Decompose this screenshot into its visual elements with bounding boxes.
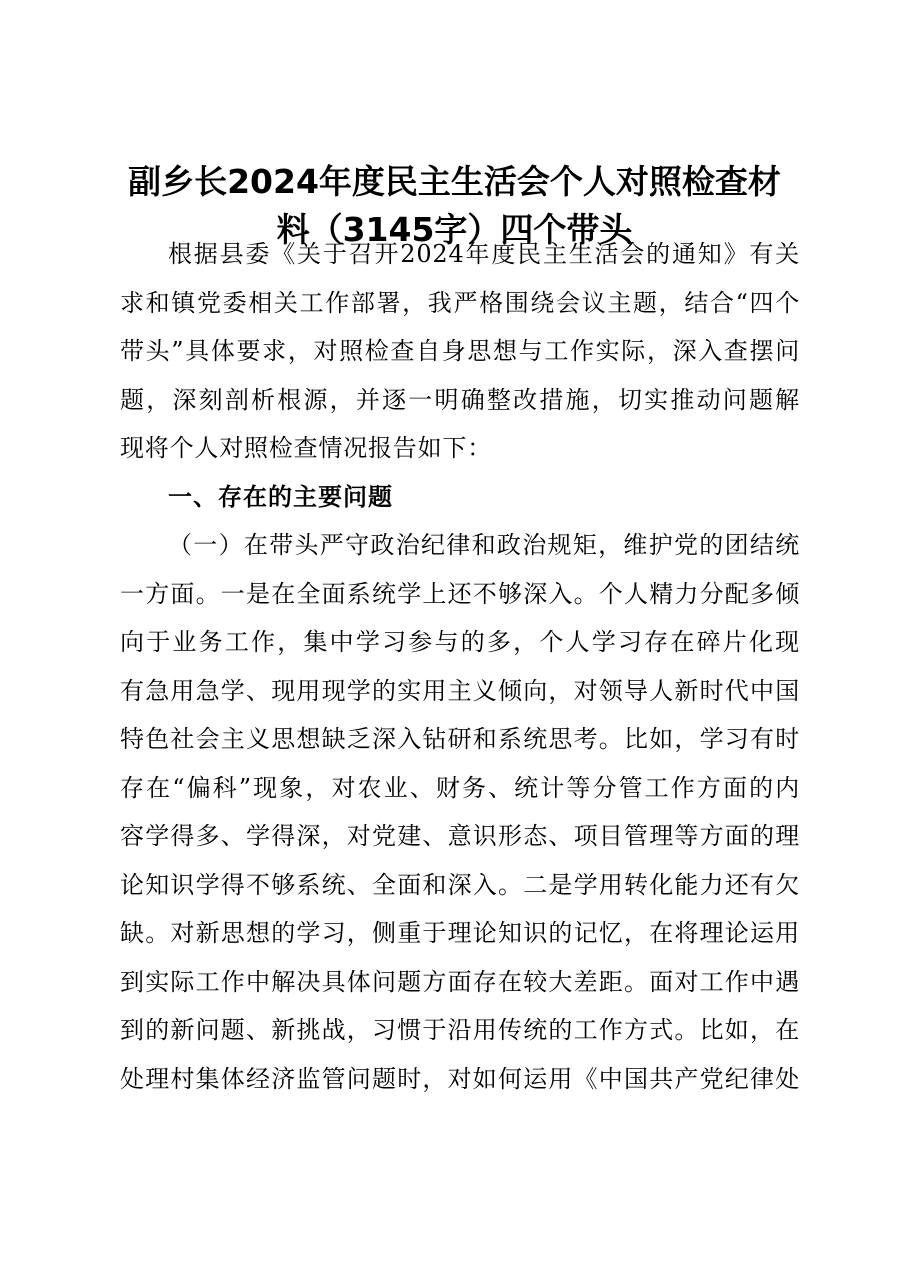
intro-line-3: 带头”具体要求，对照检查自身思想与工作实际，深入查摆问 [120,337,800,365]
title-line-1: 副乡长2024年度民主生活会个人对照检查材 [128,162,781,201]
intro-line-2: 求和镇党委相关工作部署，我严格围绕会议主题，结合“四个 [120,288,800,317]
paragraph-line-3: 向于业务工作，集中学习参与的多，个人学习存在碎片化现 [120,628,800,656]
paragraph-line-12: 处理村集体经济监管问题时，对如何运用《中国共产党纪律处 [120,1064,800,1093]
paragraph-line-6: 存在“偏科”现象，对农业、财务、统计等分管工作方面的内 [120,773,800,802]
section-heading: 一、存在的主要问题 [168,482,393,511]
paragraph-line-1: （一）在带头严守政治纪律和政治规矩，维护党的团结统 [168,531,800,559]
paragraph-line-11: 到的新问题、新挑战，习惯于沿用传统的工作方式。比如，在 [120,1016,800,1044]
document-body [120,230,800,1103]
paragraph-line-9: 缺。对新思想的学习，侧重于理论知识的记忆，在将理论运用 [120,919,800,947]
intro-line-1: 根据县委《关于召开2024年度民主生活会的通知》有关 [168,240,800,268]
paragraph-line-4: 有急用急学、现用现学的实用主义倾向，对领导人新时代中国 [120,676,800,705]
title-line-2: 料（3145字）四个带头 [276,210,633,249]
paragraph-line-7: 容学得多、学得深，对党建、意识形态、项目管理等方面的理 [120,822,800,850]
intro-line-4: 题，深刻剖析根源，并逐一明确整改措施，切实推动问题解 [120,385,800,414]
paragraph-line-2: 一方面。一是在全面系统学上还不够深入。个人精力分配多倾 [120,579,800,608]
intro-line-5: 现将个人对照检查情况报告如下： [120,434,492,462]
paragraph-line-10: 到实际工作中解决具体问题方面存在较大差距。面对工作中遇 [120,967,800,996]
paragraph-line-8: 论知识学得不够系统、全面和深入。二是学用转化能力还有欠 [120,870,800,899]
paragraph-line-5: 特色社会主义思想缺乏深入钻研和系统思考。比如，学习有时 [120,725,800,753]
